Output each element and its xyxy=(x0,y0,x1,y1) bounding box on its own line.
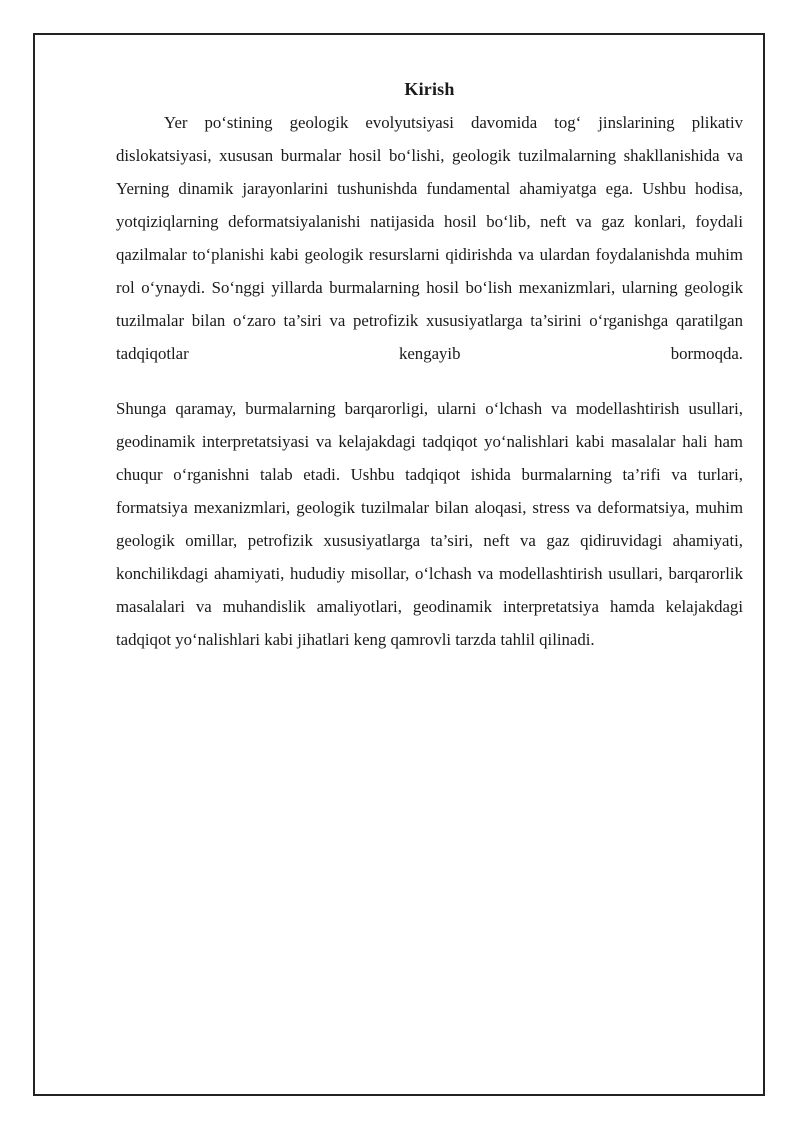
paragraph-introduction: Yer po‘stining geologik evolyutsiyasi davomida tog‘ jinslarining plikativ dislokatsiyasi, xususan burmalar hosil bo‘lishi, geologik tuzilmalarning shakllanishida va Yerning dinamik jarayonlarini tushunishda fundamental ahamiyatga ega. Ushbu hodisa, yotqiziqlarning deformatsiyalanishi natijasida hosil bo‘lib, neft va gaz konlari, foydali qazilmalar to‘planishi kabi geologik resurslarni qidirishda va ulardan foydalanishda muhim rol o‘ynaydi. So‘nggi yillarda burmalarning hosil bo‘lish mexanizmlari, ularning geologik tuzilmalar bilan o‘zaro ta’siri va petrofizik xususiyatlarga ta’sirini o‘rganishga qaratilgan tadqiqotlar kengayib bormoqda. xyxy=(116,113,743,363)
paragraph-research-scope: Shunga qaramay, burmalarning barqarorligi, ularni o‘lchash va modellashtirish usullari, geodinamik interpretatsiyasi va kelajakdagi tadqiqot yo‘nalishlari kabi masalalar hali ham chuqur o‘rganishni talab etadi. Ushbu tadqiqot ishida burmalarning ta’rifi va turlari, formatsiya mexanizmlari, geologik tuzilmalar bilan aloqasi, stress va deformatsiya, muhim geologik omillar, petrofizik xususiyatlarga ta’siri, neft va gaz qidiruvidagi ahamiyati, konchilikdagi ahamiyati, hududiy misollar, o‘lchash va modellashtirish usullari, barqarorlik masalalari va muhandislik amaliyotlari, geodinamik interpretatsiya hamda kelajakdagi tadqiqot yo‘nalishlari kabi jihatlari keng qamrovli tarzda tahlil qilinadi. xyxy=(116,399,743,649)
document-title: Kirish xyxy=(404,79,455,99)
document-body xyxy=(116,76,743,656)
